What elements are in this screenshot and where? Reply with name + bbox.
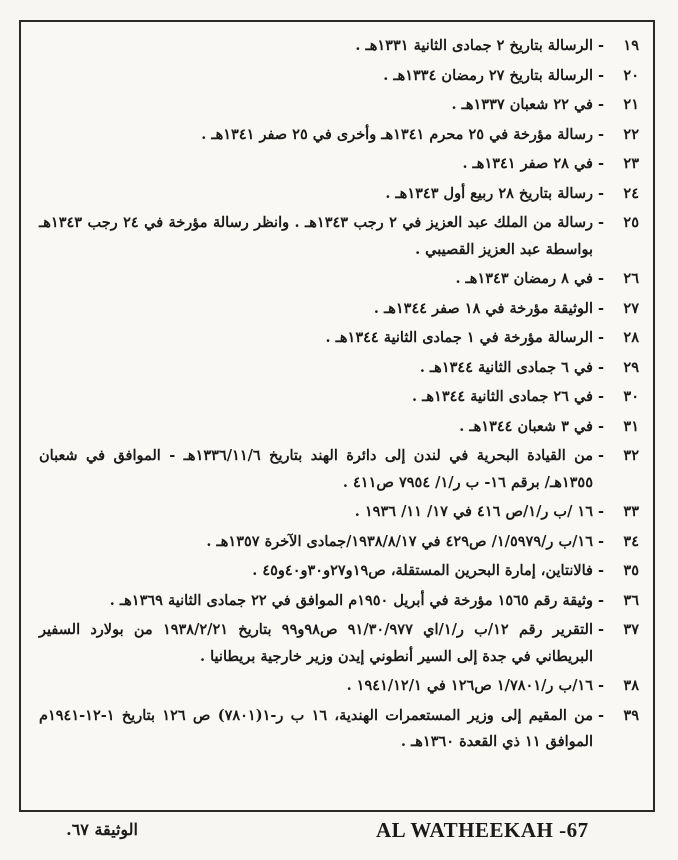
footnote-text: في ٦ جمادى الثانية ١٣٤٤هـ .	[419, 358, 593, 376]
footnote-number: ٢٨	[623, 329, 639, 346]
footnote-text: في ٣ شعبان ١٣٤٤هـ .	[459, 417, 593, 435]
footnote-text: ١٦/ب ر/١/٧٨٠١ ص١٢٦ في ١٩٤١/١٢/١ .	[346, 677, 593, 694]
footnote-number: ٢٧	[623, 299, 639, 317]
footnote-dash: -	[597, 66, 605, 84]
footnote-number: ٢٣	[623, 155, 639, 172]
footnote-number: ٣٣	[623, 503, 639, 520]
footnote-dash: -	[597, 270, 605, 287]
footnote-text: وثيقة رقم ١٥٦٥ مؤرخة في أبريل ١٩٥٠م الموافق في ٢٢ جمادى الثانية ١٣٦٩هـ .	[109, 591, 593, 609]
footnote-dash: -	[597, 388, 605, 405]
footnote-item	[39, 33, 639, 60]
footnote-item	[39, 414, 639, 441]
footnote-text: الرسالة مؤرخة في ١ جمادى الثانية ١٣٤٤هـ .	[325, 329, 593, 346]
footnote-number: ٢٠	[623, 66, 639, 84]
footnote-dash: -	[597, 96, 605, 113]
footnote-item	[39, 673, 639, 700]
footnote-number: ٣٤	[623, 532, 639, 550]
footnote-item	[39, 210, 639, 263]
footnote-dash: -	[597, 358, 605, 376]
footer-arabic-page: الوثيقة ٦٧.	[66, 820, 138, 839]
footnote-item	[39, 355, 639, 382]
footnote-dash: -	[597, 214, 605, 231]
footnote-dash: -	[597, 706, 605, 724]
footnote-item	[39, 529, 639, 556]
footnote-text: ١٦ /ب ر/١/ص ٤١٦ في ١٧/ ١١/ ١٩٣٦ .	[354, 503, 593, 520]
footnotes-list	[21, 22, 653, 756]
footnote-text: التقرير رقم ١٢/ب ر/١/اي ٩١/٣٠/٩٧٧ ص٩٨و٩٩ بتاريخ ١٩٣٨/٢/٢١ من بولارد السفير البريطاني في جدة إلى السير أنطوني إيدن وزير خارجية بريطانيا .	[39, 621, 593, 665]
footnote-text: في ٨ رمضان ١٣٤٣هـ .	[455, 270, 593, 287]
footer-english-title	[376, 818, 589, 843]
footnote-item	[39, 92, 639, 119]
footnote-item	[39, 122, 639, 149]
footnote-item	[39, 703, 639, 756]
footnote-dash: -	[597, 621, 605, 638]
footnote-item	[39, 588, 639, 615]
page-number-en: -67	[559, 818, 589, 842]
footnote-item	[39, 558, 639, 585]
publication-name: AL WATHEEKAH	[376, 818, 554, 842]
footnote-number: ٢٥	[623, 214, 639, 231]
footnote-dash: -	[597, 447, 605, 464]
footnote-number: ٢٢	[623, 125, 639, 143]
footnote-text: رسالة بتاريخ ٢٨ ربيع أول ١٣٤٣هـ .	[385, 184, 593, 202]
footnote-dash: -	[597, 562, 605, 579]
footnote-number: ٣٦	[623, 591, 639, 609]
footnote-dash: -	[597, 677, 605, 694]
footnote-text: من المقيم إلى وزير المستعمرات الهندية، ١٦ ب ر-١(٧٨٠١) ص ١٢٦ بتاريخ ١-١٢-١٩٤١م الموافق ١١ ذي القعدة ١٣٦٠هـ .	[39, 706, 593, 750]
footnote-text: في ٢٢ شعبان ١٣٣٧هـ .	[451, 96, 593, 113]
footnote-item	[39, 181, 639, 208]
footnote-dash: -	[597, 417, 605, 435]
footnote-number: ٣٧	[623, 621, 639, 638]
page-footer	[0, 818, 678, 848]
footnote-text: الوثيقة مؤرخة في ١٨ صفر ١٣٤٤هـ .	[373, 299, 593, 317]
footnote-text: فالانتاين، إمارة البحرين المستقلة، ص١٩و٢٧و٣٠و٤٠و٤٥ .	[252, 562, 593, 579]
footnote-dash: -	[597, 591, 605, 609]
footnote-dash: -	[597, 184, 605, 202]
footnote-number: ٣١	[623, 417, 639, 435]
footnote-item	[39, 296, 639, 323]
footnote-number: ٢٦	[623, 270, 639, 287]
footnote-item	[39, 499, 639, 526]
footnote-item	[39, 325, 639, 352]
footnote-text: ١٦/ب ر/١/٥٩٧٩/ ص٤٢٩ في ١٩٣٨/٨/١٧/جمادى الآخرة ١٣٥٧هـ .	[206, 532, 593, 550]
footnote-dash: -	[597, 37, 605, 54]
footnote-text: رسالة مؤرخة في ٢٥ محرم ١٣٤١هـ وأخرى في ٢٥ صفر ١٣٤١هـ .	[201, 125, 593, 143]
footnote-text: من القيادة البحرية في لندن إلى دائرة الهند بتاريخ ١٣٣٦/١١/٦هـ - الموافق في شعبان ١٣٥٥هـ/ برقم ١٦- ب ر/١/ ٧٩٥٤ ص٤١١ .	[39, 447, 593, 491]
footnote-number: ٣٠	[623, 388, 639, 405]
footnote-item	[39, 384, 639, 411]
footnote-number: ٢١	[623, 96, 639, 113]
footnote-text: رسالة من الملك عبد العزيز في ٢ رجب ١٣٤٣هـ . وانظر رسالة مؤرخة في ٢٤ رجب ١٣٤٣هـ بواسطة عبد العزيز القصيبي .	[39, 214, 593, 258]
footnote-text: في ٢٦ جمادى الثانية ١٣٤٤هـ .	[412, 388, 593, 405]
footnote-text: في ٢٨ صفر ١٣٤١هـ .	[462, 155, 593, 172]
footnote-item	[39, 443, 639, 496]
footnote-number: ١٩	[623, 37, 639, 54]
footnote-number: ٣٥	[623, 562, 639, 579]
footnote-dash: -	[597, 125, 605, 143]
footnote-dash: -	[597, 532, 605, 550]
footnote-number: ٢٤	[623, 184, 639, 202]
footnote-dash: -	[597, 503, 605, 520]
footnote-text: الرسالة بتاريخ ٢٧ رمضان ١٣٣٤هـ .	[383, 66, 593, 84]
footnote-number: ٣٩	[623, 706, 639, 724]
footnote-dash: -	[597, 329, 605, 346]
footnote-number: ٣٢	[623, 447, 639, 464]
footnote-dash: -	[597, 155, 605, 172]
footnote-number: ٣٨	[623, 677, 639, 694]
footnote-item	[39, 266, 639, 293]
footnote-number: ٢٩	[623, 358, 639, 376]
footnote-item	[39, 151, 639, 178]
footnote-item	[39, 617, 639, 670]
footnote-dash: -	[597, 299, 605, 317]
footnote-item	[39, 63, 639, 90]
notes-frame	[19, 20, 655, 812]
footnote-text: الرسالة بتاريخ ٢ جمادى الثانية ١٣٣١هـ .	[355, 37, 593, 54]
